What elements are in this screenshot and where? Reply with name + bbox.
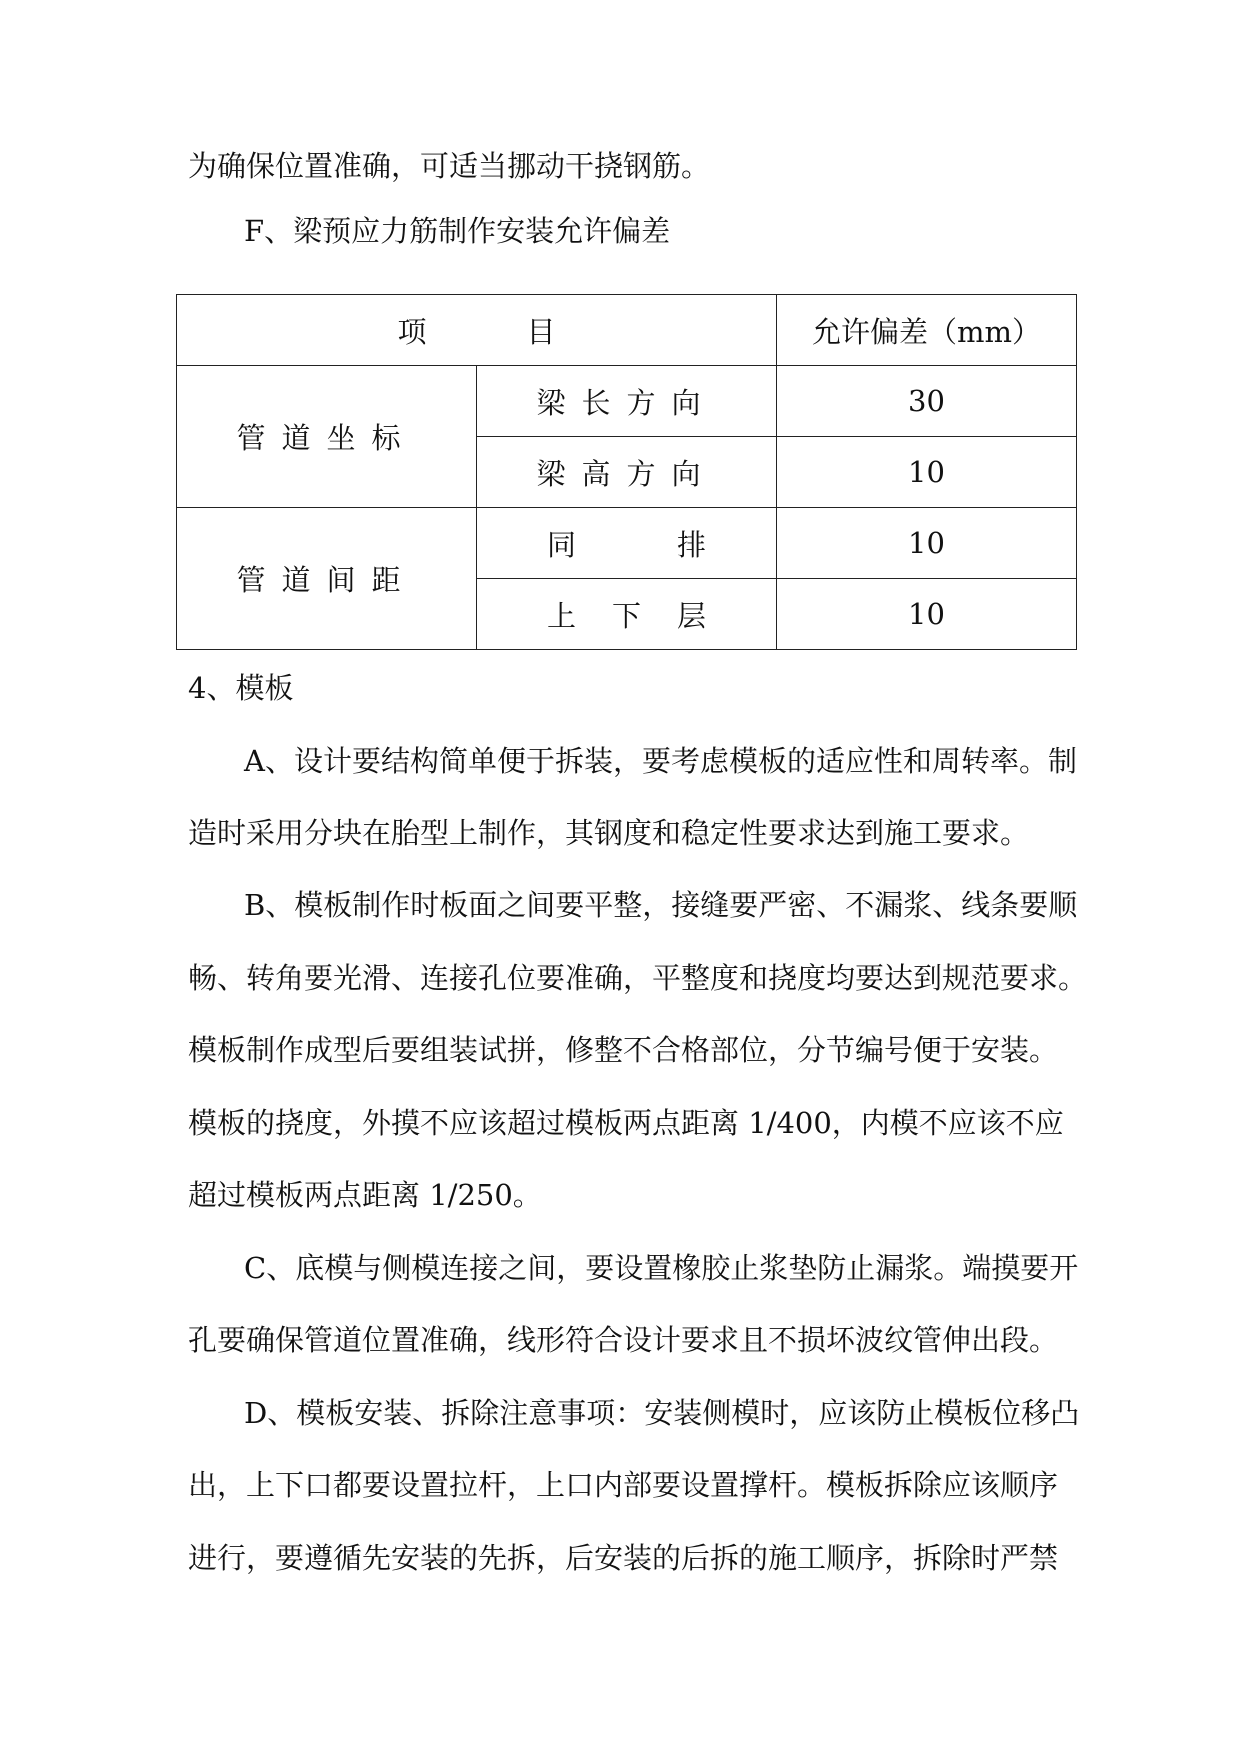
paragraph-text: 出，上下口都要设置拉杆，上口内部要设置撑杆。模板拆除应该顺序 [188,1468,1059,1502]
header-tolerance-cell: 允许偏差（mm） [777,295,1077,366]
paragraph-text: C、底模与侧模连接之间，要设置橡胶止浆垫防止漏浆。端摸要开 [244,1251,1079,1285]
paragraph-text: 模板制作成型后要组装试拼，修整不合格部位，分节编号便于安装。 [188,1033,1059,1067]
paragraph-text: 造时采用分块在胎型上制作，其钢度和稳定性要求达到施工要求。 [188,816,1030,850]
row-value-cell: 10 [777,579,1077,650]
group-label-cell: 管道坐标 [177,366,477,508]
paragraph-text: 为确保位置准确，可适当挪动干挠钢筋。 [188,149,711,183]
table-row [177,366,1077,437]
table-caption: F、梁预应力筋制作安装允许偏差 [244,214,671,248]
row-value-cell: 30 [777,366,1077,437]
paragraph-text: 进行，要遵循先安装的先拆，后安装的后拆的施工顺序，拆除时严禁 [188,1541,1059,1575]
header-item-char: 项 [397,314,427,349]
row-label-cell: 梁长方向 [477,366,777,437]
row-label-cell: 梁高方向 [477,437,777,508]
paragraph-text: 孔要确保管道位置准确，线形符合设计要求且不损坏波纹管伸出段。 [188,1323,1059,1357]
row-value-cell: 10 [777,508,1077,579]
header-item-cell [177,295,777,366]
paragraph-text: 畅、转角要光滑、连接孔位要准确，平整度和挠度均要达到规范要求。 [188,961,1088,995]
row-label-cell [477,508,777,579]
paragraph-text: D、模板安装、拆除注意事项：安装侧模时，应该防止模板位移凸 [244,1396,1080,1430]
paragraph-text: A、设计要结构简单便于拆装，要考虑模板的适应性和周转率。制 [244,744,1077,778]
table-row [177,508,1077,579]
section-heading: 4、模板 [188,671,294,705]
row-value-cell: 10 [777,437,1077,508]
paragraph-text: 超过模板两点距离 1/250。 [188,1178,542,1212]
tolerance-table [176,294,1077,650]
header-item-char: 目 [526,314,556,349]
row-label-char: 层 [676,598,706,633]
table-header-row [177,295,1077,366]
row-label-char: 下 [611,598,641,633]
row-label-char: 同 [547,527,577,562]
row-label-char: 上 [547,598,577,633]
paragraph-text: 模板的挠度，外摸不应该超过模板两点距离 1/400，内模不应该不应 [188,1106,1064,1140]
paragraph-text: B、模板制作时板面之间要平整，接缝要严密、不漏浆、线条要顺 [244,888,1078,922]
group-label-cell: 管道间距 [177,508,477,650]
row-label-char: 排 [676,527,706,562]
row-label-cell [477,579,777,650]
